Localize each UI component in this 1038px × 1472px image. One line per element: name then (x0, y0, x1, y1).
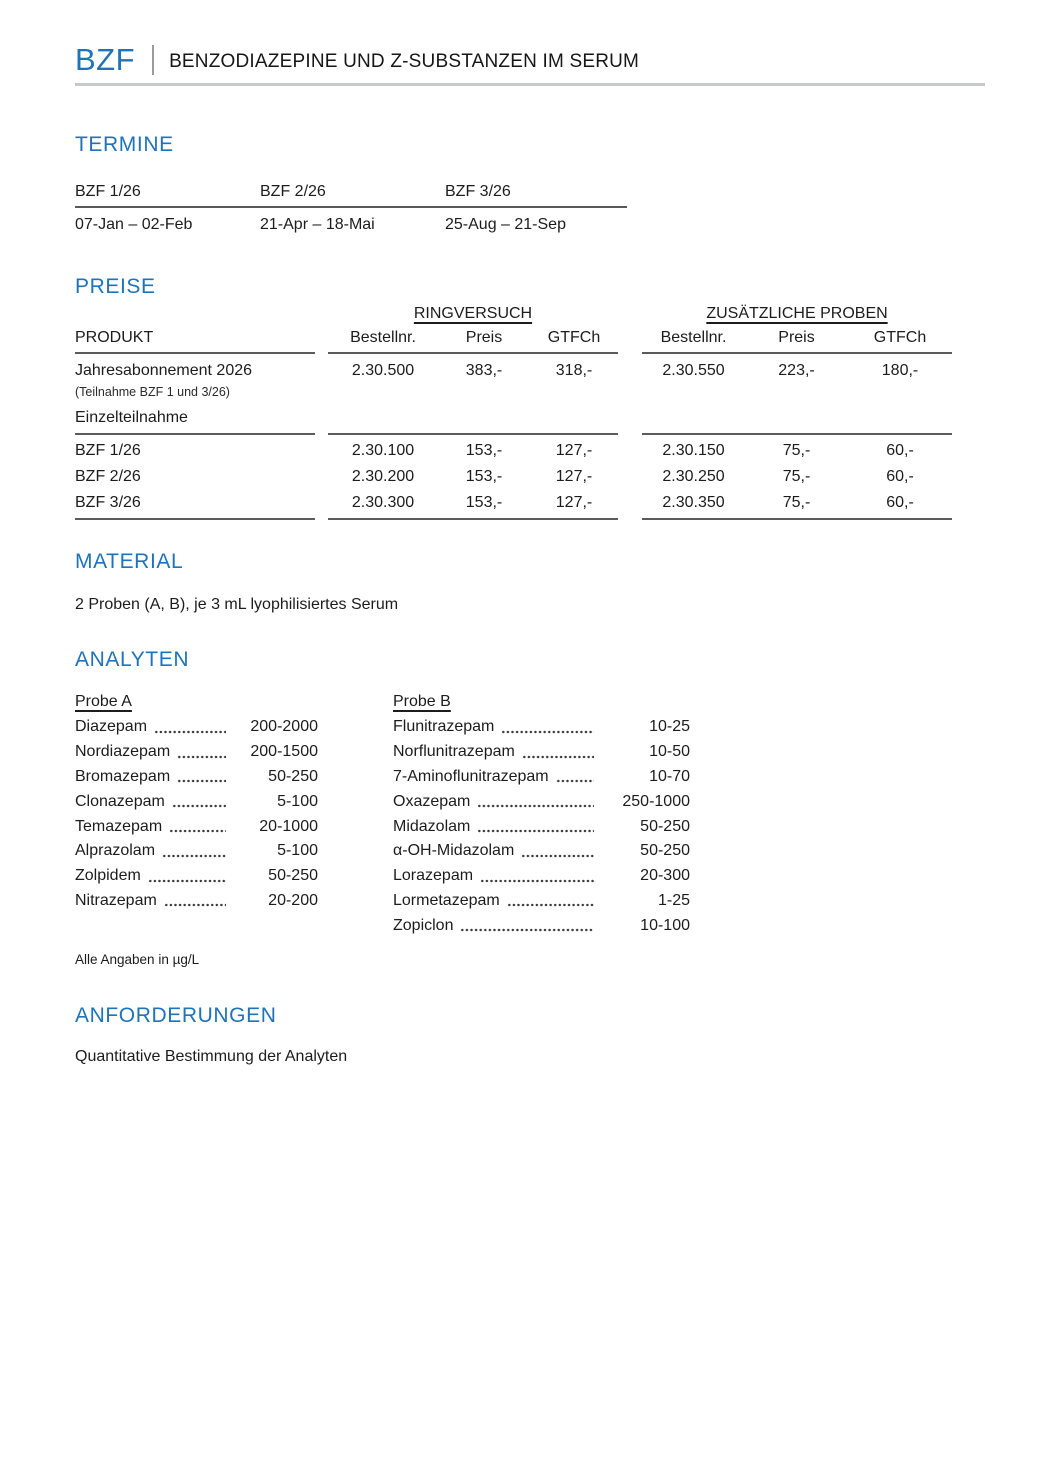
analyte-name: α-OH-Midazolam (393, 842, 515, 860)
col-bestellnr: Bestellnr. (350, 329, 416, 346)
rv-bestellnr: 2.30.500 (351, 362, 415, 379)
col-preis: Preis (778, 329, 815, 346)
col-gtfch: GTFCh (873, 329, 927, 346)
table-divider (75, 433, 985, 435)
leader-dots (162, 853, 226, 859)
section-heading-termine: TERMINE (75, 133, 174, 156)
zp-preis: 75,- (782, 442, 811, 459)
analyte-name: Clonazepam (75, 792, 165, 810)
analyte-range: 20-200 (268, 891, 318, 909)
analyte-name: Bromazepam (75, 767, 171, 785)
leader-dots (501, 729, 594, 735)
termine-label: BZF 2/26 (260, 183, 326, 200)
rv-bestellnr: 2.30.100 (351, 442, 415, 459)
analyte-row (393, 889, 690, 914)
group-ringversuch: RINGVERSUCH (413, 305, 533, 322)
page-title: BENZODIAZEPINE UND Z-SUBSTANZEN IM SERUM (169, 51, 640, 72)
termine-date: 07-Jan – 02-Feb (75, 216, 193, 233)
analyte-name: Zolpidem (75, 867, 141, 885)
leader-dots (154, 729, 226, 735)
analyte-name: Zopiclon (393, 916, 454, 934)
section-heading-analyten: ANALYTEN (75, 648, 190, 671)
analyte-row (393, 789, 690, 814)
termine-dates-row (75, 213, 627, 237)
leader-dots (477, 828, 594, 834)
analyte-range: 10-50 (649, 743, 690, 761)
termine-label: BZF 1/26 (75, 183, 141, 200)
zp-preis: 75,- (782, 494, 811, 511)
header-divider (152, 45, 154, 75)
program-code: BZF (75, 42, 136, 77)
analyte-range: 20-300 (640, 867, 690, 885)
rv-preis: 153,- (465, 494, 503, 511)
analyte-range: 5-100 (277, 842, 318, 860)
analyte-range: 1-25 (657, 891, 690, 909)
termine-date: 21-Apr – 18-Mai (260, 216, 375, 233)
product-name: BZF 3/26 (75, 494, 141, 511)
analyte-row (393, 715, 690, 740)
termine-header-row (75, 180, 627, 206)
rv-bestellnr: 2.30.200 (351, 468, 415, 485)
analyte-row (75, 839, 318, 864)
price-column-header-row (75, 327, 985, 352)
analyte-row (393, 814, 690, 839)
table-subheading: Einzelteilnahme (75, 409, 188, 426)
analyte-lists (75, 690, 985, 938)
unit-note: Alle Angaben in µg/L (75, 952, 200, 968)
leader-dots (460, 927, 594, 933)
analyte-name: 7-Aminoflunitrazepam (393, 767, 549, 785)
probe-a-label: Probe A (75, 693, 132, 710)
header-rule (75, 83, 985, 86)
zp-gtfch: 60,- (886, 494, 914, 511)
rv-gtfch: 127,- (555, 442, 593, 459)
leader-dots (164, 902, 226, 908)
analyte-row (393, 864, 690, 889)
zp-gtfch: 60,- (886, 442, 914, 459)
price-rows (75, 435, 985, 518)
col-bestellnr: Bestellnr. (660, 329, 727, 346)
analyte-row (75, 814, 318, 839)
zp-bestellnr: 2.30.350 (662, 494, 725, 511)
analyte-range: 50-250 (640, 842, 690, 860)
product-name: BZF 2/26 (75, 468, 141, 485)
analyte-name: Temazepam (75, 817, 163, 835)
rv-gtfch: 127,- (555, 468, 593, 485)
analyte-range: 50-250 (268, 867, 318, 885)
analyte-name: Alprazolam (75, 842, 156, 860)
zp-preis: 223,- (778, 362, 815, 379)
analyte-range: 200-2000 (250, 718, 318, 736)
section-heading-material: MATERIAL (75, 550, 184, 573)
analyte-row (393, 913, 690, 938)
analyte-row (75, 765, 318, 790)
analyte-name: Midazolam (393, 817, 471, 835)
table-row (75, 464, 985, 490)
section-heading-preise: PREISE (75, 275, 156, 298)
termine-date: 25-Aug – 21-Sep (445, 216, 566, 233)
analyte-name: Lormetazepam (393, 891, 500, 909)
col-gtfch: GTFCh (547, 329, 601, 346)
analyte-range: 200-1500 (250, 743, 318, 761)
analyte-name: Norflunitrazepam (393, 743, 515, 761)
col-produkt: PRODUKT (75, 329, 154, 346)
analyte-row (393, 839, 690, 864)
analyte-row (393, 765, 690, 790)
product-name: BZF 1/26 (75, 442, 141, 459)
leader-dots (172, 803, 226, 809)
termine-divider (75, 206, 627, 208)
table-row (75, 438, 985, 464)
rv-preis: 383,- (465, 362, 503, 379)
analyte-row (75, 889, 318, 914)
group-zusaetzliche-proben: ZUSÄTZLICHE PROBEN (706, 305, 888, 322)
probe-a-list (75, 690, 318, 938)
zp-bestellnr: 2.30.550 (662, 362, 725, 379)
leader-dots (477, 803, 594, 809)
analyte-row (75, 740, 318, 765)
col-preis: Preis (465, 329, 503, 346)
page-header (75, 44, 985, 76)
table-divider (75, 352, 985, 354)
analyte-row (75, 864, 318, 889)
analyte-name: Oxazepam (393, 792, 471, 810)
analyte-row (393, 740, 690, 765)
zp-gtfch: 180,- (881, 362, 919, 379)
analyte-name: Flunitrazepam (393, 718, 495, 736)
analyte-range: 50-250 (640, 817, 690, 835)
analyte-name: Diazepam (75, 718, 148, 736)
analyte-range: 20-1000 (259, 817, 318, 835)
section-heading-anforderungen: ANFORDERUNGEN (75, 1004, 277, 1028)
analyte-range: 10-25 (649, 718, 690, 736)
zp-bestellnr: 2.30.250 (662, 468, 725, 485)
termine-label: BZF 3/26 (445, 183, 511, 200)
leader-dots (177, 754, 226, 760)
product-note: (Teilnahme BZF 1 und 3/26) (75, 385, 230, 399)
zp-gtfch: 60,- (886, 468, 914, 485)
analyte-range: 250-1000 (622, 792, 690, 810)
analyte-name: Lorazepam (393, 867, 474, 885)
leader-dots (148, 878, 226, 884)
leader-dots (480, 878, 594, 884)
leader-dots (521, 853, 594, 859)
product-name: Jahresabonnement 2026 (75, 362, 253, 379)
analyte-name: Nordiazepam (75, 743, 171, 761)
leader-dots (169, 828, 226, 834)
leader-dots (177, 778, 226, 784)
zp-bestellnr: 2.30.150 (662, 442, 725, 459)
analyte-range: 50-250 (268, 767, 318, 785)
analyte-row (75, 789, 318, 814)
analyte-range: 10-100 (640, 916, 690, 934)
analyte-row (75, 715, 318, 740)
table-row (75, 490, 985, 516)
material-text: 2 Proben (A, B), je 3 mL lyophilisiertes Serum (75, 596, 399, 613)
rv-bestellnr: 2.30.300 (351, 494, 415, 511)
leader-dots (522, 754, 594, 760)
analyte-range: 5-100 (277, 792, 318, 810)
rv-preis: 153,- (465, 468, 503, 485)
rv-gtfch: 318,- (555, 362, 593, 379)
table-divider (75, 518, 985, 520)
analyte-name: Nitrazepam (75, 891, 157, 909)
analyte-range: 10-70 (649, 767, 690, 785)
leader-dots (507, 902, 594, 908)
rv-gtfch: 127,- (555, 494, 593, 511)
anforderungen-text: Quantitative Bestimmung der Analyten (75, 1048, 348, 1066)
rv-preis: 153,- (465, 442, 503, 459)
table-row-abo (75, 354, 985, 401)
leader-dots (556, 778, 594, 784)
probe-b-list (393, 690, 690, 938)
zp-preis: 75,- (782, 468, 811, 485)
price-group-header-row (75, 303, 985, 325)
probe-b-label: Probe B (393, 693, 451, 710)
